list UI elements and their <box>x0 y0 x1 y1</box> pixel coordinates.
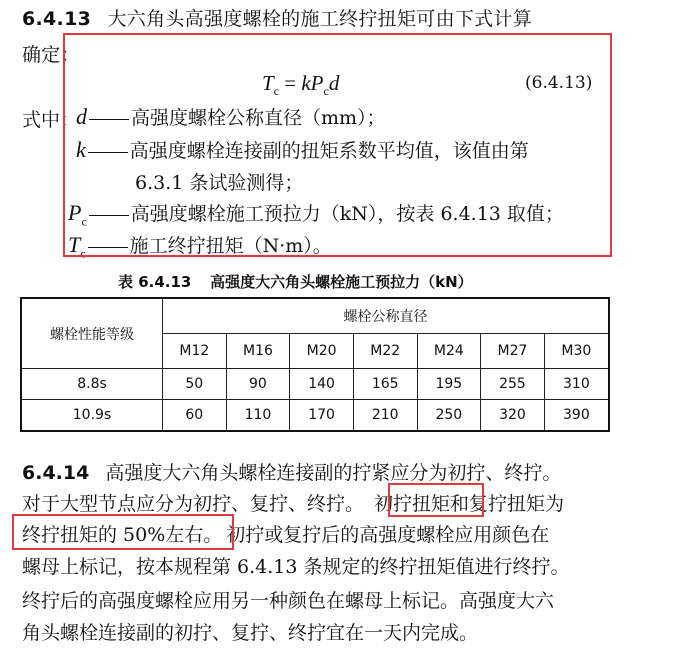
def-k-continued: 6.3.1 条试验测得； <box>135 172 304 194</box>
table-col-header: M22 <box>353 334 417 369</box>
table-cell: 165 <box>353 369 417 400</box>
table-cell: 310 <box>544 369 609 400</box>
table-col-header: M30 <box>544 334 609 369</box>
table-cell: 60 <box>163 400 227 432</box>
table-cell: 320 <box>481 400 545 432</box>
formula-number: (6.4.13) <box>525 73 593 93</box>
table-row <box>21 400 609 432</box>
highlight-box-fifty-percent <box>12 514 234 550</box>
table-row <box>21 369 609 400</box>
section-6-4-14-line1: 6.4.14 高强度大六角头螺栓连接副的拧紧应分为初拧、终拧。 <box>22 462 562 484</box>
section-6-4-14-line4: 螺母上标记，按本规程第 6.4.13 条规定的终拧扭矩值进行终拧。 <box>22 556 570 578</box>
highlight-initial-torque: 初拧扭矩 <box>374 493 451 515</box>
section-number: 6.4.13 <box>22 8 92 30</box>
def-text: 高强度螺栓连接副的扭矩系数平均值，该值由第 <box>129 140 529 162</box>
def-symbol: k <box>76 137 86 162</box>
table-cell: 140 <box>290 369 354 400</box>
table-caption-number: 表 6.4.13 <box>118 273 192 291</box>
section-title-line1: 大六角头高强度螺栓的施工终拧扭矩可由下式计算 <box>107 8 533 30</box>
highlight-fifty-percent: 终拧扭矩的 50%左右。 <box>22 524 223 546</box>
section-6-4-14-line3: 终拧扭矩的 50%左右。 初拧或复拧后的高强度螺栓应用颜色在 <box>22 524 550 546</box>
table-caption-title: 高强度大六角头螺栓施工预拉力（kN） <box>210 273 473 291</box>
section-number: 6.4.14 <box>22 462 90 484</box>
section-6-4-13-heading <box>22 4 532 31</box>
section-6-4-14-line2: 对于大型节点应分为初拧、复拧、终拧。 初拧扭矩和复拧扭矩为 <box>22 493 565 515</box>
def-symbol: $P_c$ <box>68 200 87 229</box>
highlight-box-initial-torque <box>388 483 484 517</box>
def-symbol: $T_c$ <box>68 232 86 261</box>
table-col-header: M27 <box>481 334 545 369</box>
table-col-header: M12 <box>163 334 227 369</box>
table-cell-grade: 8.8s <box>21 369 163 400</box>
table-cell: 210 <box>353 400 417 432</box>
section-6-4-14-line5: 终拧后的高强度螺栓应用另一种颜色在螺母上标记。高强度大六 <box>22 590 555 612</box>
table-cell: 50 <box>163 369 227 400</box>
highlight-box-formula <box>63 33 612 261</box>
table-cell: 170 <box>290 400 354 432</box>
section-6-4-14-line6: 角头螺栓连接副的初拧、复拧、终拧宜在一天内完成。 <box>22 622 479 644</box>
table-cell: 195 <box>417 369 481 400</box>
def-symbol: d <box>76 104 87 129</box>
table-col-header: M24 <box>417 334 481 369</box>
table-cell: 110 <box>226 400 290 432</box>
formula: $T_c = kP_cd$ <box>262 71 340 99</box>
table-row-header: 螺栓性能等级 <box>21 298 163 369</box>
def-text: 施工终拧扭矩（N·m）。 <box>129 235 332 257</box>
table-col-header: M16 <box>226 334 290 369</box>
table-col-header: M20 <box>290 334 354 369</box>
table-cell-grade: 10.9s <box>21 400 163 432</box>
def-text: 高强度螺栓施工预拉力（kN），按表 6.4.13 取值； <box>130 203 564 225</box>
table-col-group-header: 螺栓公称直径 <box>163 298 610 334</box>
table-caption <box>118 271 473 292</box>
table-cell: 250 <box>417 400 481 432</box>
table-cell: 255 <box>481 369 545 400</box>
table-cell: 390 <box>544 400 609 432</box>
def-text: 高强度螺栓公称直径（mm）； <box>131 107 386 129</box>
table-cell: 90 <box>226 369 290 400</box>
section-title-line2: 确定： <box>22 44 80 66</box>
preload-table <box>20 297 610 432</box>
where-label: 式中： <box>22 109 80 131</box>
